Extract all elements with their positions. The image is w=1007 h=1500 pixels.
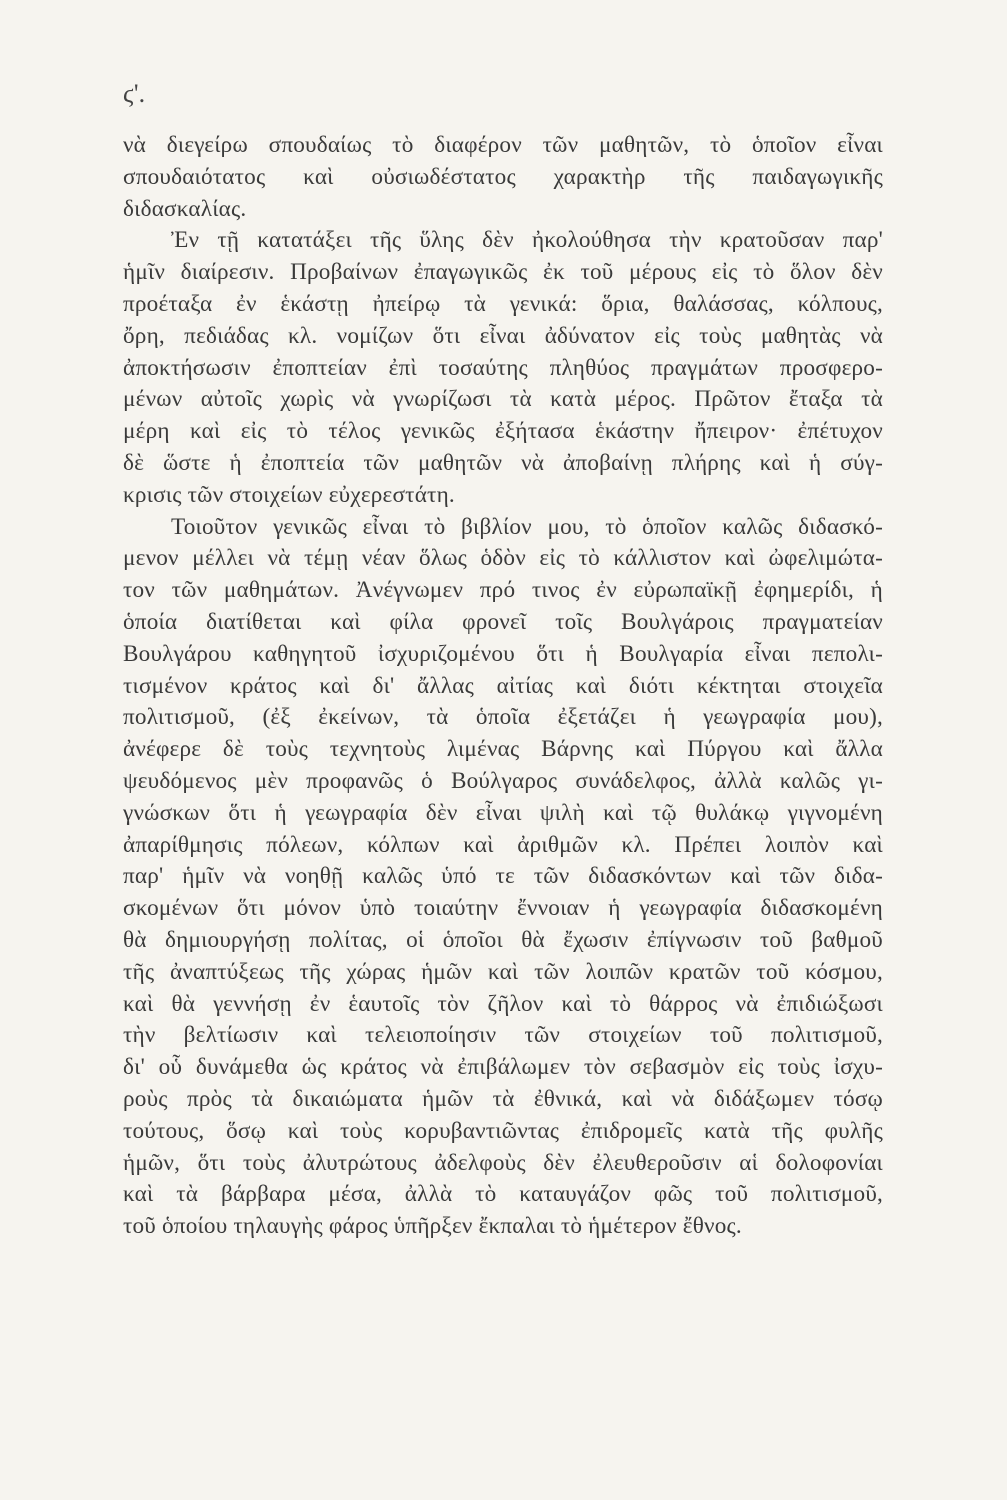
text-line: Τοιοῦτον γενικῶς εἶναι τὸ βιβλίον μου, τὸ ὁποῖον καλῶς διδασκό-	[171, 513, 883, 540]
text-line: ἀπαρίθμησις πόλεων, κόλπων καὶ ἀριθμῶν κλ. Πρέπει λοιπὸν καὶ	[123, 831, 883, 858]
text-line: τισμένον κράτος καὶ δι' ἄλλας αἰτίας καὶ διότι κέκτηται στοιχεῖα	[123, 672, 883, 699]
text-line: τὴν βελτίωσιν καὶ τελειοποίησιν τῶν στοιχείων τοῦ πολιτισμοῦ,	[123, 1022, 883, 1049]
body-text	[123, 130, 883, 1243]
text-line: ἡμῶν, ὅτι τοὺς ἀλυτρώτους ἀδελφοὺς δὲν ἐλευθεροῦσιν αἱ δολοφονίαι	[123, 1149, 883, 1176]
text-line: προέταξα ἐν ἑκάστῃ ἠπείρῳ τὰ γενικά: ὅρια, θαλάσσας, κόλπους,	[123, 290, 883, 317]
text-line: τῆς ἀναπτύξεως τῆς χώρας ἡμῶν καὶ τῶν λοιπῶν κρατῶν τοῦ κόσμου,	[123, 958, 883, 985]
text-line: δι' οὗ δυνάμεθα ὡς κράτος νὰ ἐπιβάλωμεν τὸν σεβασμὸν εἰς τοὺς ἰσχυ-	[123, 1054, 883, 1081]
text-line: νὰ διεγείρω σπουδαίως τὸ διαφέρον τῶν μαθητῶν, τὸ ὁποῖον εἶναι	[123, 132, 883, 158]
text-line: σκομένων ὅτι μόνον ὑπὸ τοιαύτην ἔννοιαν ἡ γεωγραφία διδασκομένη	[123, 895, 883, 922]
text-line: καὶ θὰ γεννήσῃ ἐν ἑαυτοῖς τὸν ζῆλον καὶ τὸ θάρρος νὰ ἐπιδιώξωσι	[123, 990, 883, 1017]
text-line: γνώσκων ὅτι ἡ γεωγραφία δὲν εἶναι ψιλὴ καὶ τῷ θυλάκῳ γιγνομένη	[123, 799, 883, 826]
text-line: σπουδαιότατος καὶ οὐσιωδέστατος χαρακτὴρ τῆς παιδαγωγικῆς	[123, 163, 883, 190]
text-line: καὶ τὰ βάρβαρα μέσα, ἀλλὰ τὸ καταυγάζον φῶς τοῦ πολιτισμοῦ,	[123, 1181, 883, 1208]
text-line: ἀνέφερε δὲ τοὺς τεχνητοὺς λιμένας Βάρνης καὶ Πύργου καὶ ἄλλα	[123, 736, 883, 763]
text-line: τούτους, ὅσῳ καὶ τοὺς κορυβαντιῶντας ἐπιδρομεῖς κατὰ τῆς φυλῆς	[123, 1117, 883, 1144]
text-line: κρισις τῶν στοιχείων εὐχερεστάτη.	[123, 481, 455, 508]
text-line: ὄρη, πεδιάδας κλ. νομίζων ὅτι εἶναι ἀδύνατον εἰς τοὺς μαθητὰς νὰ	[123, 322, 883, 349]
text-line: μένων αὐτοῖς χωρὶς νὰ γνωρίζωσι τὰ κατὰ μέρος. Πρῶτον ἔταξα τὰ	[123, 386, 883, 413]
text-line: ἀποκτήσωσιν ἐποπτείαν ἐπὶ τοσαύτης πληθύος πραγμάτων προσφερο-	[123, 354, 883, 381]
text-line: μενον μέλλει νὰ τέμῃ νέαν ὅλως ὁδὸν εἰς τὸ κάλλιστον καὶ ὠφελιμώτα-	[123, 545, 883, 572]
text-line: πολιτισμοῦ, (ἐξ ἐκείνων, τὰ ὁποῖα ἐξετάζει ἡ γεωγραφία μου),	[123, 704, 883, 731]
text-line: διδασκαλίας.	[123, 195, 247, 222]
text-line: ψευδόμενος μὲν προφανῶς ὁ Βούλγαρος συνάδελφος, ἀλλὰ καλῶς γι-	[123, 767, 883, 794]
text-line: Βουλγάρου καθηγητοῦ ἰσχυριζομένου ὅτι ἡ Βουλγαρία εἶναι πεπολι-	[123, 640, 883, 667]
text-line: Ἐν τῇ κατατάξει τῆς ὕλης δὲν ἠκολούθησα τὴν κρατοῦσαν παρ'	[171, 227, 883, 254]
text-line: μέρη καὶ εἰς τὸ τέλος γενικῶς ἐξήτασα ἑκάστην ἤπειρον· ἐπέτυχον	[123, 418, 883, 445]
page-number: ϛ'.	[123, 79, 146, 108]
text-line: δὲ ὥστε ἡ ἐποπτεία τῶν μαθητῶν νὰ ἀποβαίνῃ πλήρης καὶ ἡ σύγ-	[123, 449, 883, 476]
text-line: τον τῶν μαθημάτων. Ἀνέγνωμεν πρό τινος ἐν εὐρωπαϊκῇ ἐφημερίδι, ἡ	[123, 577, 883, 604]
text-line: ἡμῖν διαίρεσιν. Προβαίνων ἐπαγωγικῶς ἐκ τοῦ μέρους εἰς τὸ ὅλον δὲν	[123, 259, 883, 286]
text-line: ὁποία διατίθεται καὶ φίλα φρονεῖ τοῖς Βουλγάροις πραγματείαν	[123, 608, 883, 635]
text-line: θὰ δημιουργήσῃ πολίτας, οἱ ὁποῖοι θὰ ἔχωσιν ἐπίγνωσιν τοῦ βαθμοῦ	[123, 926, 883, 953]
text-line: παρ' ἡμῖν νὰ νοηθῇ καλῶς ὑπό τε τῶν διδασκόντων καὶ τῶν διδα-	[123, 863, 883, 890]
text-line: τοῦ ὁποίου τηλαυγὴς φάρος ὑπῆρξεν ἔκπαλαι τὸ ἡμέτερον ἔθνος.	[123, 1213, 742, 1240]
text-line: ροὺς πρὸς τὰ δικαιώματα ἡμῶν τὰ ἐθνικά, καὶ νὰ διδάξωμεν τόσῳ	[123, 1085, 883, 1112]
